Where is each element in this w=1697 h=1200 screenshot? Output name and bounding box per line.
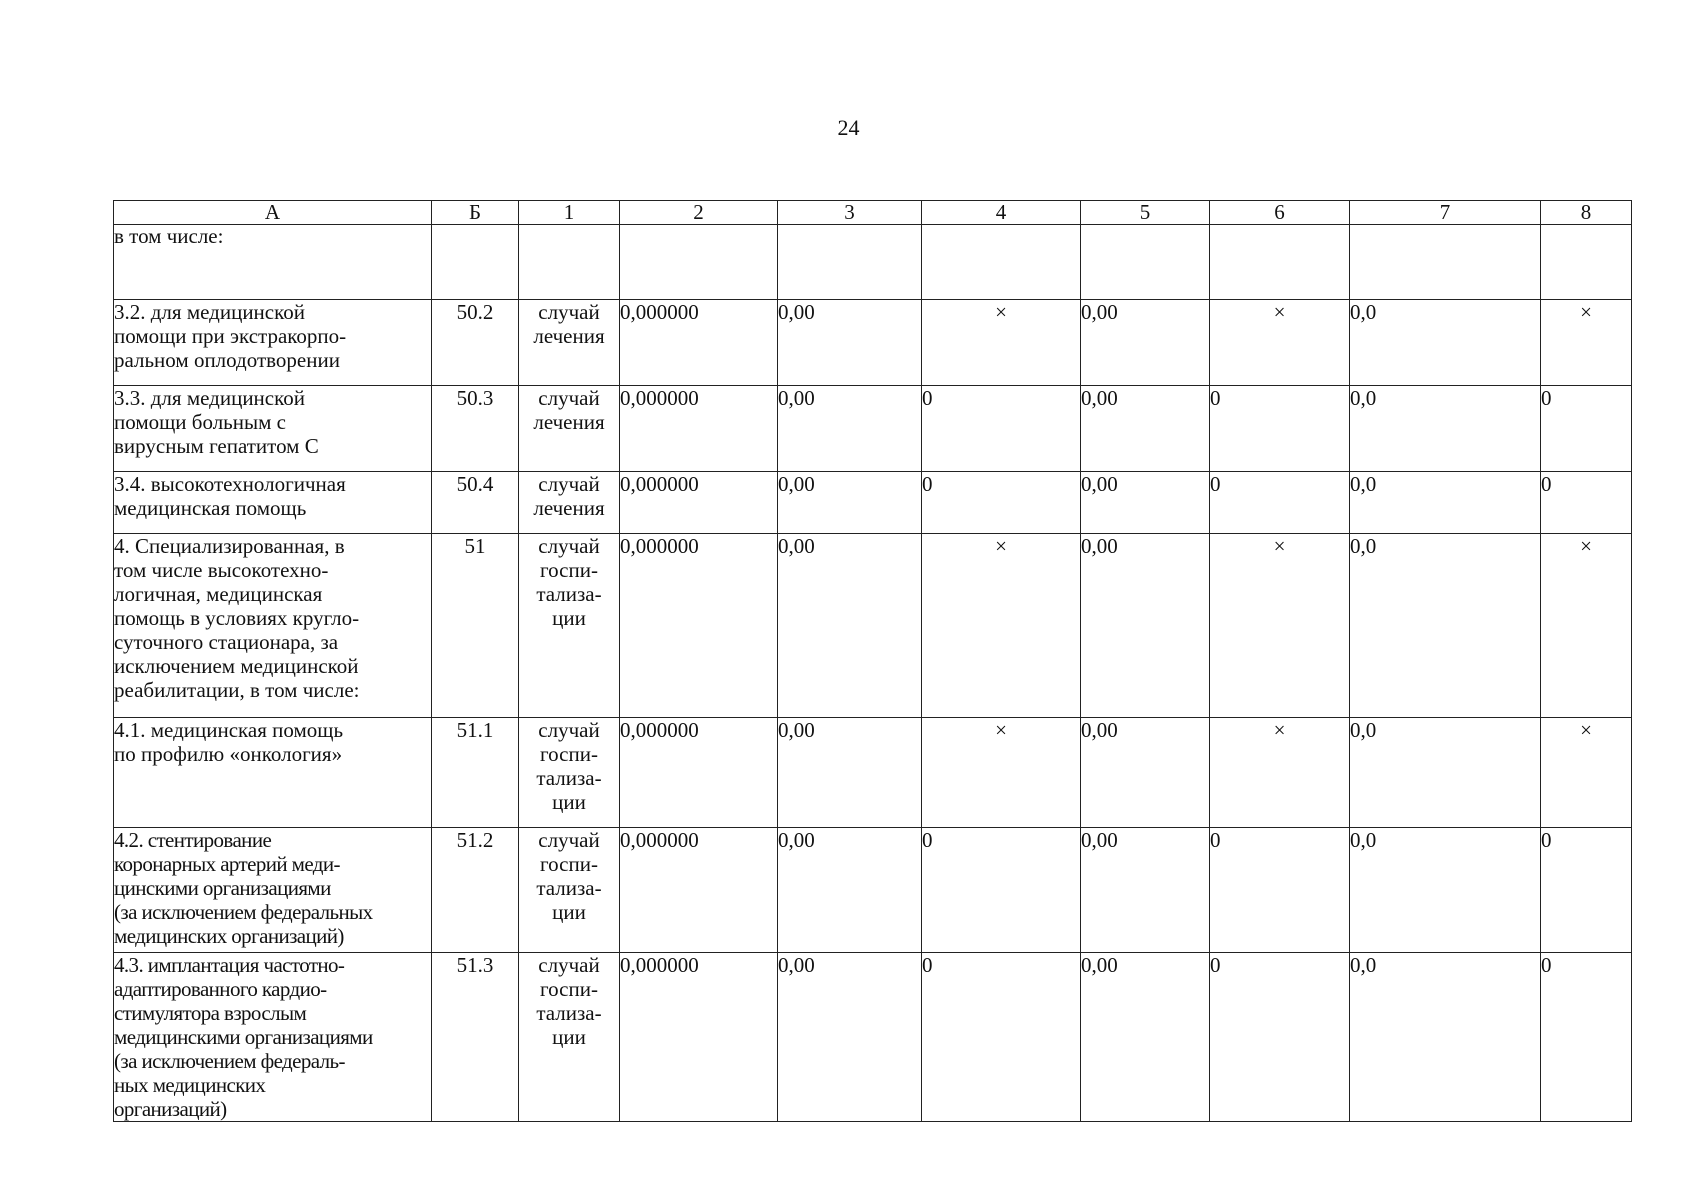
column-header-1: 1 [519,201,620,225]
cell-col-2: 0,000000 [620,534,778,718]
cell-col-8: 0 [1541,953,1632,1122]
cell-col-7: 0,0 [1350,534,1541,718]
row-code: 51 [432,534,519,718]
row-description: 3.2. для медицинской помощи при экстракорпо- ральном оплодотворении [114,300,432,386]
cell-col-8: 0 [1541,828,1632,953]
row-description: 4. Специализированная, в том числе высокотехно- логичная, медицинская помощь в условиях кругло- суточного стационара, за исключением медицинской реабилитации, в том числе: [114,534,432,718]
cell-col-8: 0 [1541,472,1632,534]
table-header [114,201,1632,225]
cell-col-5: 0,00 [1081,953,1210,1122]
cell-col-8: × [1541,534,1632,718]
row-unit: случай госпи- тализа- ции [519,953,620,1122]
cell-col-5: 0,00 [1081,828,1210,953]
group-label-row [114,225,1632,300]
row-code: 51.1 [432,718,519,828]
table-cell-empty [778,225,922,300]
table-row [114,718,1632,828]
group-label: в том числе: [114,225,432,300]
cell-col-2: 0,000000 [620,472,778,534]
cell-col-7: 0,0 [1350,300,1541,386]
row-unit: случай госпи- тализа- ции [519,534,620,718]
data-table [113,200,1632,1122]
table-cell-empty [620,225,778,300]
column-header-2: 2 [620,201,778,225]
column-header-a: А [114,201,432,225]
cell-col-2: 0,000000 [620,953,778,1122]
table-row [114,534,1632,718]
column-header-3: 3 [778,201,922,225]
row-code: 50.4 [432,472,519,534]
cell-col-3: 0,00 [778,472,922,534]
cell-col-4: 0 [922,953,1081,1122]
cell-col-6: × [1210,718,1350,828]
cell-col-7: 0,0 [1350,828,1541,953]
table-row [114,953,1632,1122]
cell-col-2: 0,000000 [620,386,778,472]
cell-col-6: × [1210,300,1350,386]
row-code: 50.2 [432,300,519,386]
cell-col-4: × [922,718,1081,828]
cell-col-6: 0 [1210,386,1350,472]
table-cell-empty [1081,225,1210,300]
table-cell-empty [1210,225,1350,300]
cell-col-5: 0,00 [1081,718,1210,828]
table-body [114,225,1632,1122]
table-cell-empty [1541,225,1632,300]
cell-col-3: 0,00 [778,386,922,472]
row-description: 3.3. для медицинской помощи больным с вирусным гепатитом С [114,386,432,472]
cell-col-3: 0,00 [778,953,922,1122]
cell-col-3: 0,00 [778,828,922,953]
table-cell-empty [432,225,519,300]
column-header-8: 8 [1541,201,1632,225]
row-unit: случай лечения [519,386,620,472]
cell-col-6: 0 [1210,472,1350,534]
cell-col-5: 0,00 [1081,534,1210,718]
row-description: 4.1. медицинская помощь по профилю «онкология» [114,718,432,828]
cell-col-4: 0 [922,472,1081,534]
cell-col-8: 0 [1541,386,1632,472]
row-unit: случай госпи- тализа- ции [519,718,620,828]
page-number: 24 [837,115,860,140]
header-row [114,201,1632,225]
cell-col-5: 0,00 [1081,300,1210,386]
table-row [114,472,1632,534]
cell-col-3: 0,00 [778,534,922,718]
cell-col-3: 0,00 [778,300,922,386]
row-code: 51.3 [432,953,519,1122]
column-header-6: 6 [1210,201,1350,225]
cell-col-6: × [1210,534,1350,718]
cell-col-4: × [922,534,1081,718]
column-header-b: Б [432,201,519,225]
cell-col-8: × [1541,300,1632,386]
cell-col-7: 0,0 [1350,718,1541,828]
column-header-5: 5 [1081,201,1210,225]
cell-col-4: 0 [922,386,1081,472]
table-row [114,828,1632,953]
row-unit: случай госпи- тализа- ции [519,828,620,953]
cell-col-2: 0,000000 [620,828,778,953]
row-code: 50.3 [432,386,519,472]
table-row [114,300,1632,386]
row-unit: случай лечения [519,472,620,534]
column-header-7: 7 [1350,201,1541,225]
cell-col-5: 0,00 [1081,472,1210,534]
row-unit: случай лечения [519,300,620,386]
cell-col-4: × [922,300,1081,386]
cell-col-2: 0,000000 [620,300,778,386]
table-row [114,386,1632,472]
cell-col-3: 0,00 [778,718,922,828]
column-header-4: 4 [922,201,1081,225]
row-description: 3.4. высокотехнологичная медицинская помощь [114,472,432,534]
row-description: 4.2. стентирование коронарных артерий меди- цинскими организациями (за исключением федеральных медицинских организаций) [114,828,432,953]
row-code: 51.2 [432,828,519,953]
cell-col-6: 0 [1210,953,1350,1122]
cell-col-5: 0,00 [1081,386,1210,472]
row-description: 4.3. имплантация частотно- адаптированного кардио- стимулятора взрослым медицинскими организациями (за исключением федераль- ных медицинских организаций) [114,953,432,1122]
cell-col-8: × [1541,718,1632,828]
cell-col-6: 0 [1210,828,1350,953]
cell-col-4: 0 [922,828,1081,953]
cell-col-2: 0,000000 [620,718,778,828]
cell-col-7: 0,0 [1350,953,1541,1122]
table-cell-empty [922,225,1081,300]
table-cell-empty [519,225,620,300]
cell-col-7: 0,0 [1350,386,1541,472]
table-cell-empty [1350,225,1541,300]
cell-col-7: 0,0 [1350,472,1541,534]
